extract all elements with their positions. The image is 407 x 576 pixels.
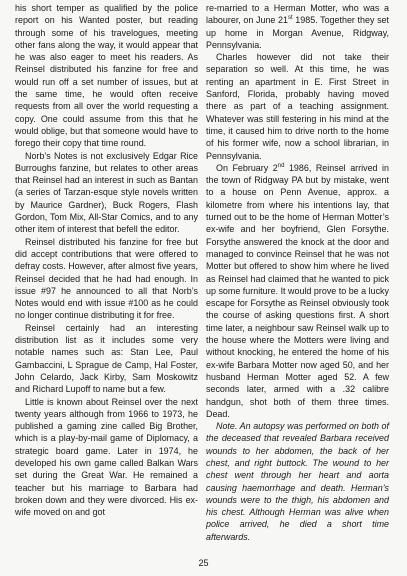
paragraph: Norb’s Notes is not exclusively Edgar Rice Burroughs fanzine, but relates to other areas that Reinsel had an interest in such as Bantan (a series of Tarzan-esque style novels written by Maurice Gardner), Buck Rogers, Flash Gordon, Tom Mix, All-Star Comics, and to any other item of interest that befell the editor. [15, 150, 198, 235]
text-run: re-married to a Herman Motter, who was a labourer, on June 21 [206, 3, 389, 26]
note-paragraph [206, 420, 389, 543]
text-run: Charles however did not take their separation so well. At this time, he was renting an apartment in E. First Street in Sanford, Florida, probably having moved there as part of a teaching assignment. Whatever was still festering in his mind at the time, it caused him to drive north to the home of his former wife, now a school librarian, in Pennsylvania. [206, 52, 389, 161]
page-number: 25 [198, 558, 209, 568]
paragraph: Reinsel distributed his fanzine for free but did accept contributions that were offered to defray costs. However, after almost five years, Reinsel decided that he had had enough. In issue #97 he announced to all that Norb’s Notes would end with issue #100 as he could no longer continue distributing it for free. [15, 236, 198, 321]
ordinal-suffix: nd [277, 162, 285, 169]
right-column [206, 2, 389, 543]
text-run: 1985. Together they set up home in Morgan Avenue, Ridgway, Pennsylvania. [206, 15, 389, 50]
ordinal-suffix: st [287, 15, 293, 22]
left-column [15, 2, 198, 518]
paragraph [206, 51, 389, 162]
paragraph: his short temper as qualified by the police report on his Wanted poster, but reading through some of his travelogues, meeting other fans along the way, it would appear that he was also eager to meet his readers. As Reinsel distributed his fanzine for free and would run off a set number of issues, but at the same time, he would often receive requests from all over the world requesting a copy. One could assume from this that he would oblige, but that someone would have to forego their copy that time round. [15, 3, 198, 149]
paragraph: Little is known about Reinsel over the next twenty years although from 1966 to 1973, he published a gaming zine called Big Brother, which is a play-by-mail game of Diplomacy, a strategic board game. Later in 1974, he developed his own game called Balkan Wars set during the Great War. He remained a teacher but his marriage to Barbara had broken down and they were divorced. His ex-wife moved on and got [15, 396, 198, 518]
paragraph [206, 2, 389, 51]
text-run: On February 2 [216, 162, 278, 173]
text-run: 1986, Reinsel arrived in the town of Ridgway PA but by mistake, went to a house on Penn Avenue, approx. a kilometre from where his intentions lay, that turned out to be the home of Herman Motter’s ex-wife and her boyfriend, Glen Forsythe. Forsythe answered the knock at the door and managed to convince Reinsel that he was not Motter but offered to show him where he lived as Reinsel had claimed that he wanted to pick up some furniture. It would prove to be a lucky escape for Forsythe as Reinsel obviously took the course of asking questions first. A short time later, a neighbour saw Reinsel walk up to the house where the Motters were living and without knocking, he entered the home of his ex-wife Barbara Motter now aged 50, and her husband Herman Motter aged 52. A few seconds later, armed with a .32 calibre handgun, shot both of them three times. Dead. [206, 162, 389, 419]
paragraph [206, 162, 389, 420]
text-run: Note. An autopsy was performed on both of the deceased that revealed Barbara received wounds to her abdomen, the back of her chest, and right buttock. The wound to her chest went through her heart and aorta causing haemorrhage and death. Herman’s wounds were to the thigh, his abdomen and his chest. Although Herman was alive when police arrived, he died a short time afterwards. [206, 421, 389, 542]
paragraph: Reinsel certainly had an interesting distribution list as it includes some very notable names such as: Stan Lee, Paul Gambaccini, L Sprague de Camp, Hal Foster, John Celardo, Jack Kirby, Sam Moskowitz and Richard Lupoff to name but a few. [15, 322, 198, 395]
